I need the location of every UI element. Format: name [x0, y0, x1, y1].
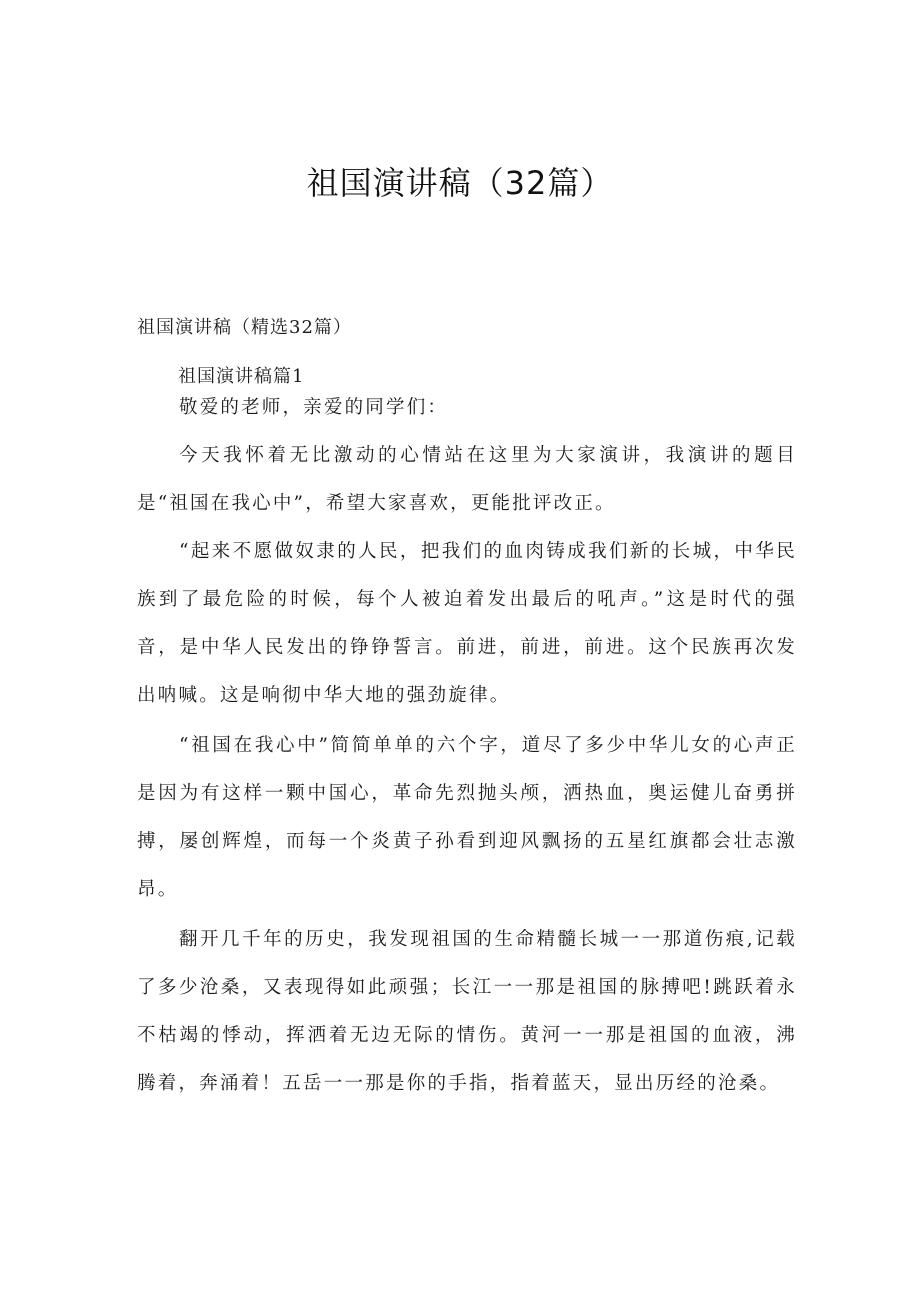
document-subtitle: 祖国演讲稿（精选32篇） — [137, 317, 352, 338]
paragraph-history: 翻开几千年的历史，我发现祖国的生命精髓长城一一那道伤痕,记载了多少沧桑，又表现得如此顽强；长江一一那是祖国的脉搏吧!跳跃着永不枯竭的悸动，挥洒着无边无际的情伤。黄河一一那是祖国的血液，沸腾着，奔涌着！五岳一一那是你的手指，指着蓝天，显出历经的沧桑。 — [137, 929, 797, 1094]
paragraph-motherland-in-heart: “祖国在我心中”简简单单的六个字，道尽了多少中华儿女的心声正是因为有这样一颗中国心，革命先烈抛头颅，洒热血，奥运健儿奋勇拼搏，屡创辉煌，而每一个炎黄子孙看到迎风飘扬的五星红旗都会壮志激昂。 — [137, 735, 797, 900]
paragraph-greeting: 敬爱的老师，亲爱的同学们： — [179, 397, 449, 418]
section-heading: 祖国演讲稿篇1 — [178, 366, 305, 387]
paragraph-anthem: “起来不愿做奴隶的人民，把我们的血肉铸成我们新的长城，中华民族到了最危险的时候，每个人被迫着发出最后的吼声。”这是时代的强音，是中华人民发出的铮铮誓言。前进，前进，前进。这个民族再次发出呐喊。这是响彻中华大地的强劲旋律。 — [137, 541, 797, 706]
document-title: 祖国演讲稿（32篇） — [306, 164, 614, 202]
paragraph-intro: 今天我怀着无比激动的心情站在这里为大家演讲，我演讲的题目是“祖国在我心中”，希望大家喜欢，更能批评改正。 — [137, 445, 797, 514]
